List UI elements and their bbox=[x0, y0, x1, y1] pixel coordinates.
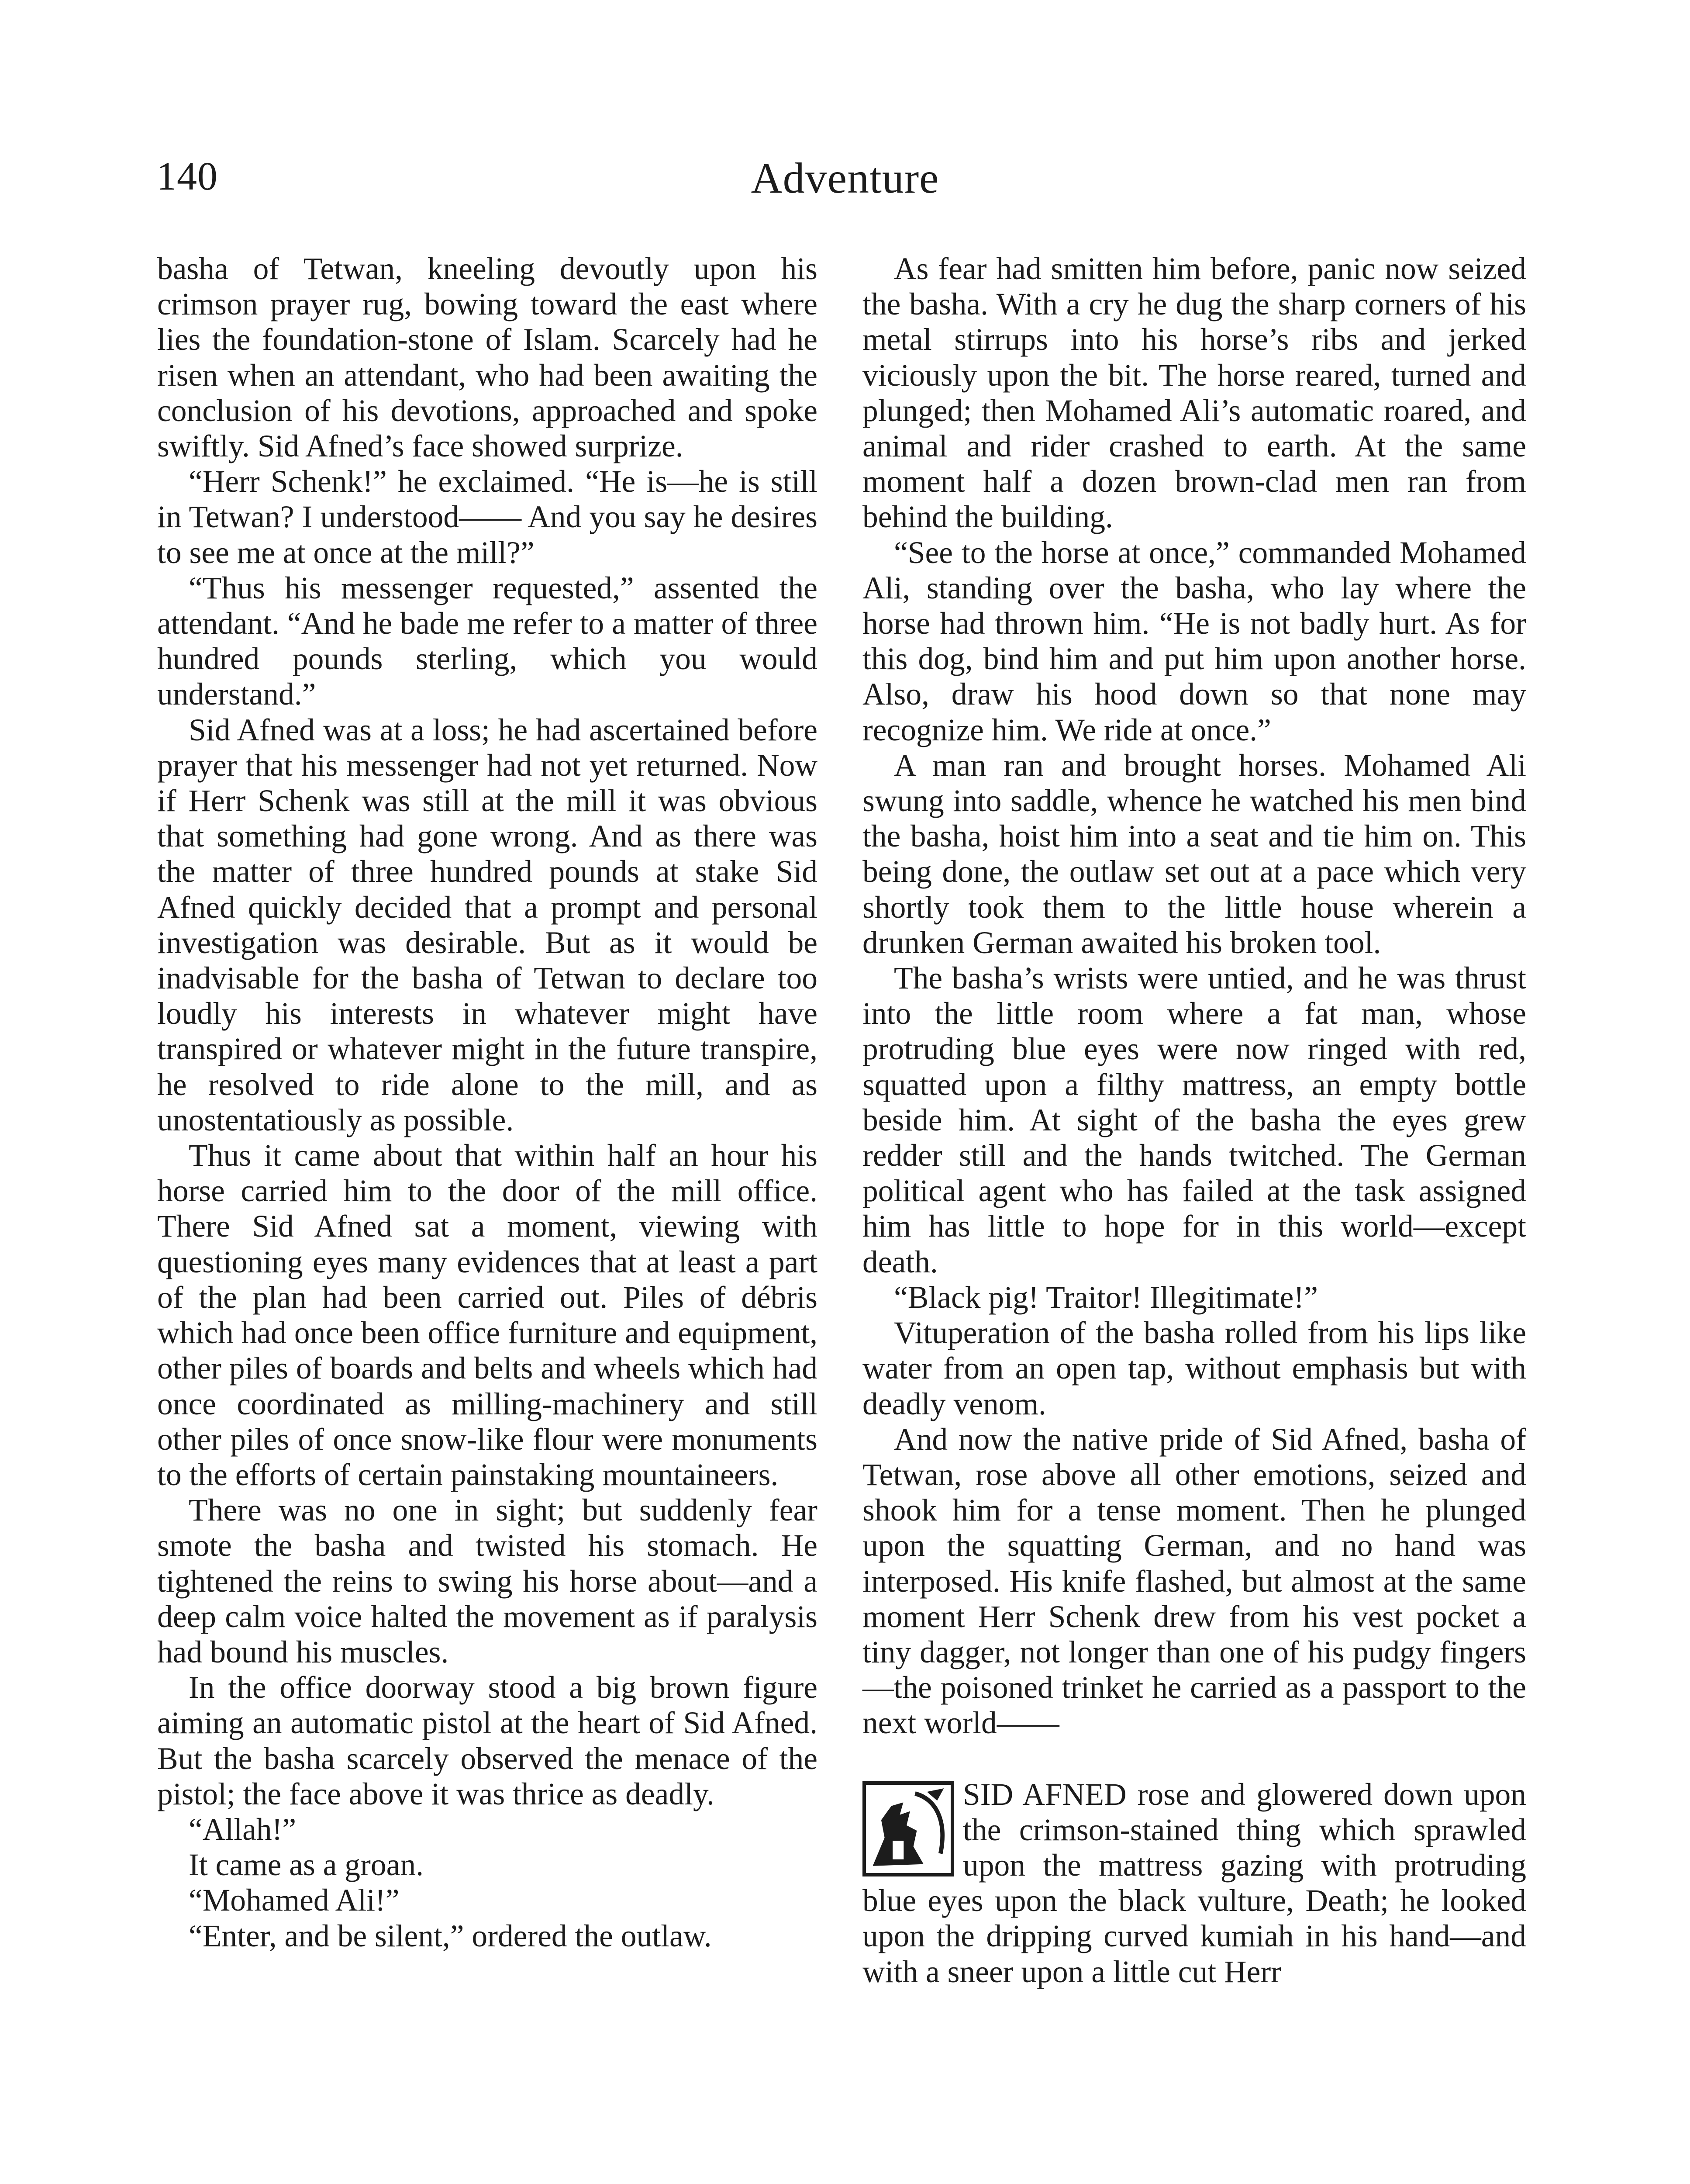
paragraph: “Allah!” bbox=[189, 1812, 297, 1847]
left-column bbox=[157, 251, 817, 1954]
paragraph: A man ran and brought horses. Mohamed Ali swung into saddle, whence he watched his men bind the basha, hoist him into a seat and tie him on. This being done, the outlaw set out at a pace which very shortly took them to the little house wherein a drunken German awaited his broken tool. bbox=[862, 748, 1526, 960]
paragraph: basha of Tetwan, kneeling devoutly upon his crimson prayer rug, bowing toward the east where lies the foundation-stone of Islam. Scarcely had he risen when an attendant, who had been awaiting the conclusion of his devotions, approached and spoke swiftly. Sid Afned’s face showed surprize. bbox=[157, 252, 817, 464]
paragraph: “See to the horse at once,” commanded Mohamed Ali, standing over the basha, who lay where the horse had thrown him. “He is not badly hurt. As for this dog, bind him and put him upon another horse. Also, draw his hood down so that none may recognize him. We ride at once.” bbox=[862, 535, 1526, 747]
right-column bbox=[862, 251, 1526, 1990]
paragraph: “Herr Schenk!” he exclaimed. “He is—he is still in Tetwan? I understood—— And you say he desires to see me at once at the mill?” bbox=[157, 464, 817, 570]
paragraph: There was no one in sight; but suddenly fear smote the basha and twisted his stomach. He tightened the reins to swing his horse about—and a deep calm voice halted the movement as if paralysis had bound his muscles. bbox=[157, 1493, 817, 1669]
running-head: Adventure bbox=[751, 154, 939, 202]
paragraph: “Thus his messenger requested,” assented the attendant. “And he bade me refer to a matter of three hundred pounds sterling, which you would understand.” bbox=[157, 570, 817, 712]
paragraph: It came as a groan. bbox=[189, 1848, 424, 1883]
paragraph: Sid Afned was at a loss; he had ascertained before prayer that his messenger had not yet returned. Now if Herr Schenk was still at the mill it was obvious that something had gone wrong. And as there was the matter of three hundred pounds at stake Sid Afned quickly decided that a prompt and personal investigation was desirable. But as it would be inadvisable for the basha of Tetwan to declare too loudly his interests in whatever might have transpired or whatever might in the future transpire, he resolved to ride alone to the mill, and as unostentatiously as possible. bbox=[157, 712, 817, 1137]
section-break-paragraph bbox=[862, 1777, 1526, 1990]
paragraph: The basha’s wrists were untied, and he was thrust into the little room where a fat man, whose protruding blue eyes were now ringed with red, squatted upon a filthy mattress, an empty bottle beside him. At sight of the basha the eyes grew redder still and the hands twitched. The German political agent who has failed at the task assigned him has little to hope for in this world—except death. bbox=[862, 961, 1526, 1279]
paragraph: Thus it came about that within half an hour his horse carried him to the door of the mill office. There Sid Afned sat a moment, viewing with questioning eyes many evidences that at least a part of the plan had been carried out. Piles of débris which had once been office furniture and equipment, other piles of boards and belts and wheels which had once coordinated as milling-machinery and still other piles of once snow-like flour were monuments to the efforts of certain painstaking mountaineers. bbox=[157, 1138, 817, 1492]
paragraph: As fear had smitten him before, panic now seized the basha. With a cry he dug the sharp corners of his metal stirrups into his horse’s ribs and jerked viciously upon the bit. The horse reared, turned and plunged; then Mohamed Ali’s automatic roared, and animal and rider crashed to earth. At the same moment half a dozen brown-clad men ran from behind the building. bbox=[862, 252, 1526, 535]
paragraph: “Enter, and be silent,” ordered the outlaw. bbox=[189, 1918, 712, 1953]
vulture-death-ornament-icon bbox=[862, 1781, 954, 1876]
paragraph: In the office doorway stood a big brown figure aiming an automatic pistol at the heart of Sid Afned. But the basha scarcely observed the menace of the pistol; the face above it was thrice as deadly. bbox=[157, 1670, 817, 1811]
section-text: SID AFNED rose and glowered down upon the crimson-stained thing which sprawled upon the mattress gazing with protruding blue eyes upon the black vulture, Death; he looked upon the dripping curved kumiah in his hand—and with a sneer upon a little cut Herr bbox=[862, 1777, 1526, 1989]
page-number: 140 bbox=[156, 154, 218, 198]
paragraph: “Mohamed Ali!” bbox=[189, 1883, 400, 1918]
paragraph: And now the native pride of Sid Afned, basha of Tetwan, rose above all other emotions, seized and shook him for a tense moment. Then he plunged upon the squatting German, and no hand was interposed. His knife flashed, but almost at the same moment Herr Schenk drew from his vest pocket a tiny dagger, not longer than one of his pudgy fingers—the poisoned trinket he carried as a passport to the next world—— bbox=[862, 1422, 1526, 1741]
paragraph: Vituperation of the basha rolled from his lips like water from an open tap, without emphasis but with deadly venom. bbox=[862, 1316, 1526, 1421]
paragraph: “Black pig! Traitor! Illegitimate!” bbox=[894, 1280, 1318, 1315]
